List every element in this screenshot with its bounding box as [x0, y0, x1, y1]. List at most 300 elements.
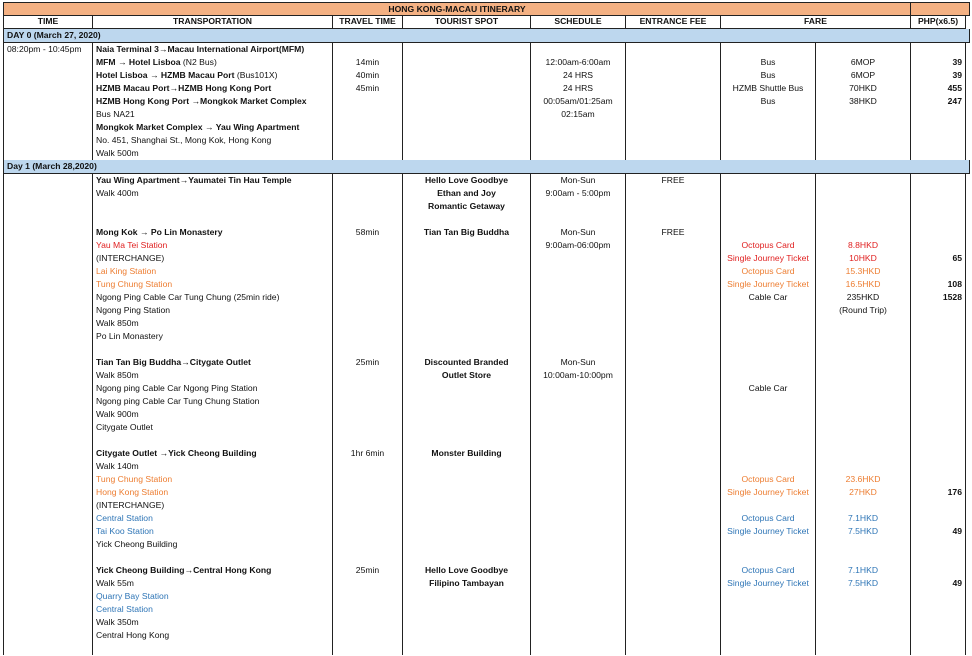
- php-cell: 49: [911, 525, 966, 538]
- tourist-spot-cell: Filipino Tambayan: [403, 577, 531, 590]
- tourist-spot-cell: [403, 265, 531, 278]
- travel-time-cell: 45min: [333, 82, 403, 95]
- tourist-spot-cell: [403, 408, 531, 421]
- travel-time-cell: [333, 174, 403, 187]
- time-cell: [3, 278, 93, 291]
- table-row: [3, 564, 970, 577]
- schedule-cell: [531, 213, 626, 226]
- table-row: [3, 590, 970, 603]
- schedule-cell: [531, 395, 626, 408]
- transportation-cell: [93, 252, 333, 265]
- php-cell: [911, 121, 966, 134]
- table-row: [3, 252, 970, 265]
- table-row: [3, 603, 970, 616]
- fare-amount-cell: [816, 421, 911, 434]
- php-cell: 65: [911, 252, 966, 265]
- php-cell: [911, 317, 966, 330]
- travel-time-cell: [333, 239, 403, 252]
- entrance-fee-cell: [626, 642, 721, 655]
- transportation-text: HZMB Macau Port→HZMB Hong Kong Port: [96, 83, 272, 93]
- travel-time-cell: [333, 121, 403, 134]
- travel-time-cell: [333, 538, 403, 551]
- table-row: [3, 473, 970, 486]
- tourist-spot-cell: Hello Love Goodbye: [403, 174, 531, 187]
- time-cell: [3, 473, 93, 486]
- fare-type-cell: Single Journey Ticket: [721, 278, 816, 291]
- transportation-text: Walk 850m: [96, 370, 139, 380]
- transportation-text: Walk 350m: [96, 617, 139, 627]
- fare-amount-cell: 10HKD: [816, 252, 911, 265]
- fare-amount-cell: [816, 147, 911, 160]
- tourist-spot-cell: [403, 421, 531, 434]
- fare-type-cell: [721, 134, 816, 147]
- php-cell: [911, 421, 966, 434]
- itinerary-body: [3, 29, 970, 655]
- table-row: [3, 304, 970, 317]
- table-row: [3, 395, 970, 408]
- entrance-fee-cell: [626, 317, 721, 330]
- schedule-cell: [531, 330, 626, 343]
- tourist-spot-cell: Tian Tan Big Buddha: [403, 226, 531, 239]
- schedule-cell: [531, 252, 626, 265]
- entrance-fee-cell: [626, 473, 721, 486]
- table-row: [3, 382, 970, 395]
- entrance-fee-cell: [626, 356, 721, 369]
- header-time: TIME: [3, 16, 93, 29]
- fare-type-cell: [721, 395, 816, 408]
- time-cell: [3, 395, 93, 408]
- time-cell: [3, 56, 93, 69]
- table-row: [3, 213, 970, 226]
- fare-amount-cell: [816, 434, 911, 447]
- schedule-cell: [531, 265, 626, 278]
- fare-amount-cell: 7.1HKD: [816, 564, 911, 577]
- tourist-spot-cell: [403, 330, 531, 343]
- php-cell: [911, 642, 966, 655]
- php-cell: 39: [911, 56, 966, 69]
- time-cell: [3, 447, 93, 460]
- php-cell: [911, 460, 966, 473]
- tourist-spot-cell: [403, 252, 531, 265]
- transportation-text: Walk 140m: [96, 461, 139, 471]
- travel-time-cell: [333, 252, 403, 265]
- php-cell: [911, 447, 966, 460]
- entrance-fee-cell: [626, 304, 721, 317]
- fare-type-cell: Octopus Card: [721, 512, 816, 525]
- entrance-fee-cell: [626, 291, 721, 304]
- transportation-text: Bus NA21: [96, 109, 135, 119]
- entrance-fee-cell: [626, 538, 721, 551]
- schedule-cell: [531, 564, 626, 577]
- time-cell: [3, 226, 93, 239]
- entrance-fee-cell: [626, 382, 721, 395]
- entrance-fee-cell: [626, 213, 721, 226]
- php-cell: [911, 239, 966, 252]
- travel-time-cell: [333, 304, 403, 317]
- fare-amount-cell: [816, 343, 911, 356]
- schedule-cell: [531, 551, 626, 564]
- entrance-fee-cell: [626, 577, 721, 590]
- day-header: DAY 0 (March 27, 2020): [3, 29, 970, 43]
- travel-time-cell: [333, 382, 403, 395]
- table-row: [3, 121, 970, 134]
- transportation-text: No. 451, Shanghai St., Mong Kok, Hong Kong: [96, 135, 272, 145]
- fare-type-cell: [721, 408, 816, 421]
- tourist-spot-cell: [403, 291, 531, 304]
- entrance-fee-cell: [626, 408, 721, 421]
- table-row: [3, 330, 970, 343]
- fare-amount-cell: [816, 134, 911, 147]
- entrance-fee-cell: [626, 265, 721, 278]
- schedule-cell: [531, 642, 626, 655]
- transportation-text: Hotel Lisboa → HZMB Macau Port: [96, 70, 235, 80]
- transportation-cell: [93, 551, 333, 564]
- tourist-spot-cell: [403, 538, 531, 551]
- transportation-cell: [93, 577, 333, 590]
- fare-amount-cell: [816, 213, 911, 226]
- entrance-fee-cell: [626, 447, 721, 460]
- tourist-spot-cell: [403, 108, 531, 121]
- time-cell: [3, 434, 93, 447]
- php-cell: [911, 226, 966, 239]
- fare-type-cell: Single Journey Ticket: [721, 577, 816, 590]
- fare-amount-cell: [816, 447, 911, 460]
- table-row: [3, 642, 970, 655]
- schedule-cell: [531, 577, 626, 590]
- php-cell: 108: [911, 278, 966, 291]
- travel-time-cell: [333, 603, 403, 616]
- tourist-spot-cell: [403, 629, 531, 642]
- entrance-fee-cell: [626, 369, 721, 382]
- table-row: [3, 278, 970, 291]
- php-cell: [911, 200, 966, 213]
- day-header: Day 1 (March 28,2020): [3, 160, 970, 174]
- tourist-spot-cell: Romantic Getaway: [403, 200, 531, 213]
- fare-type-cell: [721, 369, 816, 382]
- time-cell: [3, 603, 93, 616]
- transportation-text: MFM → Hotel Lisboa: [96, 57, 181, 67]
- php-cell: [911, 408, 966, 421]
- time-cell: [3, 421, 93, 434]
- entrance-fee-cell: [626, 395, 721, 408]
- entrance-fee-cell: [626, 134, 721, 147]
- schedule-cell: [531, 447, 626, 460]
- travel-time-cell: [333, 421, 403, 434]
- travel-time-cell: [333, 642, 403, 655]
- time-cell: [3, 642, 93, 655]
- php-cell: [911, 213, 966, 226]
- schedule-cell: [531, 382, 626, 395]
- fare-type-cell: [721, 213, 816, 226]
- fare-amount-cell: [816, 356, 911, 369]
- table-row: [3, 95, 970, 108]
- php-cell: [911, 134, 966, 147]
- entrance-fee-cell: [626, 616, 721, 629]
- transportation-cell: [93, 590, 333, 603]
- table-row: [3, 577, 970, 590]
- entrance-fee-cell: [626, 147, 721, 160]
- travel-time-cell: [333, 577, 403, 590]
- entrance-fee-cell: [626, 564, 721, 577]
- travel-time-cell: [333, 525, 403, 538]
- php-cell: [911, 43, 966, 56]
- entrance-fee-cell: FREE: [626, 226, 721, 239]
- fare-amount-cell: 7.1HKD: [816, 512, 911, 525]
- schedule-cell: [531, 434, 626, 447]
- tourist-spot-cell: [403, 82, 531, 95]
- time-cell: [3, 265, 93, 278]
- transportation-text: Quarry Bay Station: [96, 591, 169, 601]
- transportation-cell: [93, 69, 333, 82]
- tourist-spot-cell: [403, 43, 531, 56]
- tourist-spot-cell: [403, 134, 531, 147]
- time-cell: [3, 121, 93, 134]
- table-row: [3, 239, 970, 252]
- table-row: [3, 56, 970, 69]
- table-row: [3, 447, 970, 460]
- time-cell: [3, 616, 93, 629]
- time-cell: [3, 577, 93, 590]
- table-row: [3, 434, 970, 447]
- php-cell: 1528: [911, 291, 966, 304]
- tourist-spot-cell: Outlet Store: [403, 369, 531, 382]
- table-row: [3, 69, 970, 82]
- fare-amount-cell: 8.8HKD: [816, 239, 911, 252]
- schedule-cell: [531, 343, 626, 356]
- transportation-text: Tung Chung Station: [96, 474, 173, 484]
- php-cell: [911, 147, 966, 160]
- table-row: [3, 134, 970, 147]
- transportation-cell: [93, 121, 333, 134]
- travel-time-cell: [333, 395, 403, 408]
- header-row: [3, 16, 970, 29]
- schedule-cell: 9:00am - 5:00pm: [531, 187, 626, 200]
- schedule-cell: [531, 134, 626, 147]
- table-row: [3, 226, 970, 239]
- fare-type-cell: [721, 460, 816, 473]
- schedule-cell: [531, 121, 626, 134]
- schedule-cell: 24 HRS: [531, 69, 626, 82]
- transportation-text: Mong Kok → Po Lin Monastery: [96, 227, 223, 237]
- tourist-spot-cell: [403, 460, 531, 473]
- time-cell: [3, 147, 93, 160]
- schedule-cell: [531, 538, 626, 551]
- fare-type-cell: [721, 174, 816, 187]
- fare-type-cell: [721, 226, 816, 239]
- fare-type-cell: Single Journey Ticket: [721, 252, 816, 265]
- header-fare: FARE: [721, 16, 911, 29]
- tourist-spot-cell: [403, 95, 531, 108]
- transportation-cell: [93, 174, 333, 187]
- transportation-cell: [93, 408, 333, 421]
- tourist-spot-cell: Monster Building: [403, 447, 531, 460]
- time-cell: [3, 564, 93, 577]
- travel-time-cell: [333, 590, 403, 603]
- table-row: [3, 147, 970, 160]
- fare-amount-cell: 15.3HKD: [816, 265, 911, 278]
- table-row: [3, 616, 970, 629]
- php-cell: [911, 629, 966, 642]
- transportation-cell: [93, 200, 333, 213]
- tourist-spot-cell: [403, 213, 531, 226]
- fare-type-cell: Octopus Card: [721, 473, 816, 486]
- table-row: [3, 82, 970, 95]
- schedule-cell: [531, 408, 626, 421]
- fare-amount-cell: [816, 174, 911, 187]
- fare-type-cell: [721, 356, 816, 369]
- schedule-cell: Mon-Sun: [531, 356, 626, 369]
- php-cell: [911, 187, 966, 200]
- tourist-spot-cell: [403, 642, 531, 655]
- schedule-cell: [531, 629, 626, 642]
- time-cell: [3, 187, 93, 200]
- tourist-spot-cell: [403, 434, 531, 447]
- entrance-fee-cell: [626, 603, 721, 616]
- fare-amount-cell: [816, 200, 911, 213]
- time-cell: [3, 252, 93, 265]
- tourist-spot-cell: [403, 590, 531, 603]
- table-row: [3, 629, 970, 642]
- transportation-cell: [93, 356, 333, 369]
- time-cell: [3, 408, 93, 421]
- php-cell: 176: [911, 486, 966, 499]
- entrance-fee-cell: [626, 512, 721, 525]
- transportation-cell: [93, 434, 333, 447]
- transportation-text: Ngong ping Cable Car Tung Chung Station: [96, 396, 260, 406]
- entrance-fee-cell: [626, 525, 721, 538]
- header-travel-time: TRAVEL TIME: [333, 16, 403, 29]
- fare-type-cell: [721, 187, 816, 200]
- transportation-cell: [93, 538, 333, 551]
- fare-amount-cell: 235HKD: [816, 291, 911, 304]
- travel-time-cell: [333, 499, 403, 512]
- travel-time-cell: [333, 460, 403, 473]
- transportation-cell: [93, 43, 333, 56]
- travel-time-cell: [333, 134, 403, 147]
- entrance-fee-cell: [626, 200, 721, 213]
- travel-time-cell: 58min: [333, 226, 403, 239]
- schedule-cell: [531, 512, 626, 525]
- fare-amount-cell: [816, 460, 911, 473]
- tourist-spot-cell: Discounted Branded: [403, 356, 531, 369]
- fare-amount-cell: [816, 317, 911, 330]
- travel-time-cell: [333, 473, 403, 486]
- time-cell: [3, 291, 93, 304]
- fare-amount-cell: 27HKD: [816, 486, 911, 499]
- tourist-spot-cell: [403, 473, 531, 486]
- php-cell: 455: [911, 82, 966, 95]
- schedule-cell: [531, 473, 626, 486]
- transportation-cell: [93, 265, 333, 278]
- fare-type-cell: [721, 590, 816, 603]
- transportation-cell: [93, 82, 333, 95]
- travel-time-cell: [333, 213, 403, 226]
- transportation-text: Ngong ping Cable Car Ngong Ping Station: [96, 383, 258, 393]
- schedule-cell: [531, 460, 626, 473]
- tourist-spot-cell: Hello Love Goodbye: [403, 564, 531, 577]
- entrance-fee-cell: [626, 434, 721, 447]
- fare-amount-cell: 70HKD: [816, 82, 911, 95]
- travel-time-cell: [333, 187, 403, 200]
- php-cell: [911, 512, 966, 525]
- schedule-cell: 10:00am-10:00pm: [531, 369, 626, 382]
- entrance-fee-cell: [626, 108, 721, 121]
- php-cell: [911, 551, 966, 564]
- transportation-cell: [93, 629, 333, 642]
- tourist-spot-cell: [403, 512, 531, 525]
- travel-time-cell: 14min: [333, 56, 403, 69]
- travel-time-cell: [333, 330, 403, 343]
- tourist-spot-cell: [403, 395, 531, 408]
- travel-time-cell: [333, 278, 403, 291]
- schedule-cell: [531, 291, 626, 304]
- fare-type-cell: Single Journey Ticket: [721, 525, 816, 538]
- travel-time-cell: [333, 616, 403, 629]
- php-cell: [911, 473, 966, 486]
- travel-time-cell: 40min: [333, 69, 403, 82]
- php-cell: [911, 499, 966, 512]
- time-cell: [3, 108, 93, 121]
- fare-amount-cell: 6MOP: [816, 69, 911, 82]
- schedule-cell: 9:00am-06:00pm: [531, 239, 626, 252]
- time-cell: [3, 486, 93, 499]
- time-cell: [3, 551, 93, 564]
- table-row: [3, 187, 970, 200]
- transportation-cell: [93, 616, 333, 629]
- transportation-cell: [93, 603, 333, 616]
- time-cell: [3, 330, 93, 343]
- time-cell: [3, 538, 93, 551]
- travel-time-cell: [333, 108, 403, 121]
- transportation-text: Naia Terminal 3→Macau International Airport(MFM): [96, 44, 305, 54]
- travel-time-cell: [333, 434, 403, 447]
- header-php: PHP(x6.5): [911, 16, 966, 29]
- fare-type-cell: HZMB Shuttle Bus: [721, 82, 816, 95]
- tourist-spot-cell: [403, 551, 531, 564]
- header-transportation: TRANSPORTATION: [93, 16, 333, 29]
- time-cell: [3, 369, 93, 382]
- fare-amount-cell: [816, 395, 911, 408]
- fare-type-cell: [721, 317, 816, 330]
- entrance-fee-cell: [626, 551, 721, 564]
- transportation-cell: [93, 330, 333, 343]
- transportation-text: Central Station: [96, 604, 153, 614]
- itinerary-sheet: [3, 2, 970, 655]
- fare-amount-cell: 38HKD: [816, 95, 911, 108]
- travel-time-cell: [333, 551, 403, 564]
- transportation-cell: [93, 447, 333, 460]
- entrance-fee-cell: [626, 239, 721, 252]
- schedule-cell: [531, 147, 626, 160]
- tourist-spot-cell: [403, 343, 531, 356]
- transportation-text: HZMB Hong Kong Port →Mongkok Market Complex: [96, 96, 307, 106]
- transportation-cell: [93, 213, 333, 226]
- fare-amount-cell: [816, 330, 911, 343]
- fare-amount-cell: 16.5HKD: [816, 278, 911, 291]
- fare-type-cell: [721, 642, 816, 655]
- time-cell: [3, 213, 93, 226]
- fare-type-cell: [721, 147, 816, 160]
- fare-amount-cell: [816, 538, 911, 551]
- entrance-fee-cell: [626, 460, 721, 473]
- transportation-cell: [93, 525, 333, 538]
- fare-amount-cell: (Round Trip): [816, 304, 911, 317]
- transportation-cell: [93, 460, 333, 473]
- fare-type-cell: Single Journey Ticket: [721, 486, 816, 499]
- tourist-spot-cell: [403, 317, 531, 330]
- fare-amount-cell: [816, 616, 911, 629]
- fare-amount-cell: [816, 121, 911, 134]
